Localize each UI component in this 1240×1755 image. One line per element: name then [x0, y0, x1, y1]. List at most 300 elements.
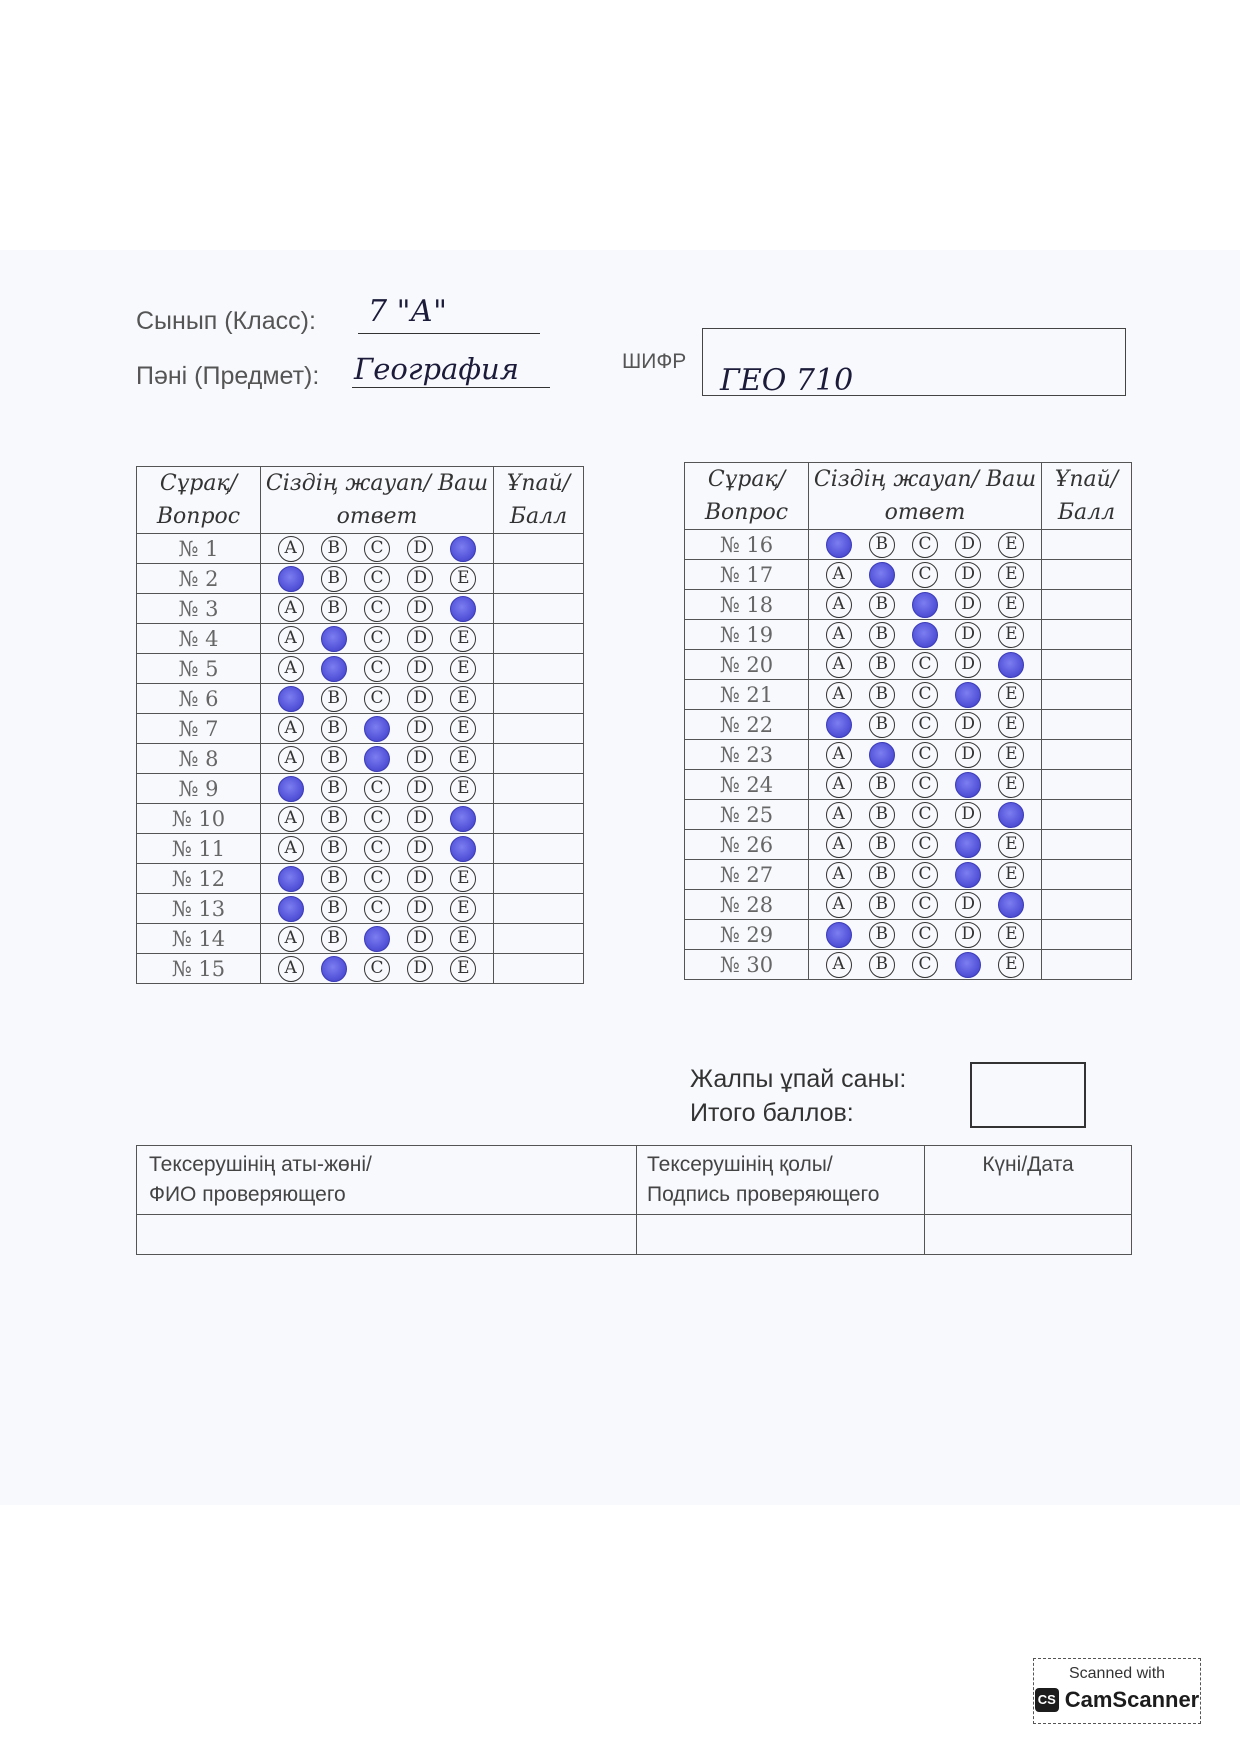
question-number: № 30: [685, 950, 809, 980]
option-bubble-e[interactable]: [450, 596, 476, 622]
answer-options: [261, 924, 494, 954]
score-cell[interactable]: [494, 624, 584, 654]
option-bubble-e[interactable]: E: [450, 896, 476, 922]
score-cell[interactable]: [494, 894, 584, 924]
camscanner-name: CamScanner: [1064, 1687, 1200, 1712]
score-cell[interactable]: [494, 834, 584, 864]
score-cell[interactable]: [494, 864, 584, 894]
option-bubble-b[interactable]: B: [869, 832, 895, 858]
option-bubble-d[interactable]: [955, 772, 981, 798]
answer-options: [809, 680, 1042, 710]
option-bubble-c[interactable]: C: [912, 532, 938, 558]
option-bubble-b[interactable]: B: [869, 532, 895, 558]
checker-signature-field[interactable]: [637, 1215, 925, 1255]
option-bubble-e[interactable]: E: [998, 952, 1024, 978]
option-bubble-a[interactable]: A: [826, 742, 852, 768]
question-row: [137, 714, 584, 744]
answer-options: [261, 894, 494, 924]
score-cell[interactable]: [1042, 740, 1132, 770]
option-bubble-a[interactable]: A: [826, 772, 852, 798]
question-row: [137, 834, 584, 864]
score-cell[interactable]: [1042, 770, 1132, 800]
option-bubble-a[interactable]: [278, 566, 304, 592]
score-cell[interactable]: [1042, 860, 1132, 890]
option-bubble-a[interactable]: A: [826, 622, 852, 648]
option-bubble-d[interactable]: D: [955, 922, 981, 948]
question-number: № 29: [685, 920, 809, 950]
question-row: [685, 830, 1132, 860]
option-bubble-e[interactable]: E: [998, 622, 1024, 648]
option-bubble-c[interactable]: C: [912, 832, 938, 858]
option-bubble-e[interactable]: E: [450, 776, 476, 802]
question-number: № 20: [685, 650, 809, 680]
option-bubble-c[interactable]: C: [364, 806, 390, 832]
question-row: [685, 890, 1132, 920]
question-row: [685, 620, 1132, 650]
question-number: № 13: [137, 894, 261, 924]
score-cell[interactable]: [494, 804, 584, 834]
option-bubble-d[interactable]: D: [407, 596, 433, 622]
question-row: [137, 804, 584, 834]
option-bubble-b[interactable]: B: [321, 776, 347, 802]
option-bubble-b[interactable]: [321, 656, 347, 682]
option-bubble-e[interactable]: E: [450, 566, 476, 592]
option-bubble-c[interactable]: [912, 592, 938, 618]
option-bubble-d[interactable]: D: [955, 532, 981, 558]
option-bubble-c[interactable]: C: [364, 656, 390, 682]
score-cell[interactable]: [494, 594, 584, 624]
answer-options: [809, 740, 1042, 770]
question-row: [685, 710, 1132, 740]
option-bubble-a[interactable]: [826, 532, 852, 558]
option-bubble-b[interactable]: B: [321, 566, 347, 592]
option-bubble-b[interactable]: B: [321, 926, 347, 952]
option-bubble-a[interactable]: A: [826, 652, 852, 678]
option-bubble-b[interactable]: B: [869, 652, 895, 678]
option-bubble-e[interactable]: [450, 836, 476, 862]
answer-options: [261, 804, 494, 834]
option-bubble-c[interactable]: [364, 716, 390, 742]
option-bubble-c[interactable]: C: [912, 802, 938, 828]
option-bubble-d[interactable]: D: [955, 652, 981, 678]
option-bubble-b[interactable]: B: [321, 686, 347, 712]
option-bubble-b[interactable]: B: [321, 536, 347, 562]
answer-options: [261, 624, 494, 654]
answer-options: [809, 830, 1042, 860]
date-header: [925, 1146, 1132, 1215]
answer-options: [261, 714, 494, 744]
score-cell[interactable]: [1042, 920, 1132, 950]
score-header: Ұпай/ Балл: [494, 467, 584, 534]
question-row: [685, 800, 1132, 830]
option-bubble-a[interactable]: A: [826, 592, 852, 618]
score-cell[interactable]: [1042, 710, 1132, 740]
answer-options: [809, 590, 1042, 620]
option-bubble-e[interactable]: E: [998, 682, 1024, 708]
option-bubble-c[interactable]: C: [912, 562, 938, 588]
option-bubble-b[interactable]: B: [321, 746, 347, 772]
question-number: № 9: [137, 774, 261, 804]
question-row: [685, 650, 1132, 680]
question-number: № 27: [685, 860, 809, 890]
answer-options: [809, 620, 1042, 650]
option-bubble-d[interactable]: D: [955, 802, 981, 828]
question-row: [137, 864, 584, 894]
option-bubble-d[interactable]: D: [407, 686, 433, 712]
option-bubble-e[interactable]: [998, 652, 1024, 678]
score-cell[interactable]: [494, 534, 584, 564]
question-row: [685, 860, 1132, 890]
answer-header: Сіздің жауап/ Ваш ответ: [261, 467, 494, 534]
question-row: [137, 654, 584, 684]
question-number: № 3: [137, 594, 261, 624]
answer-options: [261, 774, 494, 804]
option-bubble-e[interactable]: E: [450, 746, 476, 772]
answer-options: [261, 564, 494, 594]
option-bubble-a[interactable]: [826, 712, 852, 738]
subject-value: География: [354, 352, 519, 386]
question-row: [685, 680, 1132, 710]
option-bubble-c[interactable]: C: [364, 686, 390, 712]
score-cell[interactable]: [1042, 890, 1132, 920]
question-number: № 23: [685, 740, 809, 770]
question-number: № 17: [685, 560, 809, 590]
question-header: Сұрақ/ Вопрос: [685, 463, 809, 530]
question-number: № 22: [685, 710, 809, 740]
score-cell[interactable]: [1042, 950, 1132, 980]
answer-options: [261, 654, 494, 684]
option-bubble-a[interactable]: A: [278, 956, 304, 982]
option-bubble-d[interactable]: [955, 832, 981, 858]
question-row: [137, 564, 584, 594]
score-cell[interactable]: [1042, 800, 1132, 830]
option-bubble-d[interactable]: D: [407, 896, 433, 922]
option-bubble-b[interactable]: [321, 956, 347, 982]
option-bubble-b[interactable]: B: [869, 952, 895, 978]
option-bubble-e[interactable]: E: [450, 866, 476, 892]
option-bubble-c[interactable]: C: [912, 772, 938, 798]
cipher-label: ШИФР: [622, 350, 687, 373]
question-header: Сұрақ/ Вопрос: [137, 467, 261, 534]
option-bubble-c[interactable]: [912, 622, 938, 648]
total-score-box[interactable]: [970, 1062, 1086, 1128]
option-bubble-d[interactable]: D: [407, 806, 433, 832]
question-number: № 18: [685, 590, 809, 620]
question-number: № 5: [137, 654, 261, 684]
option-bubble-a[interactable]: A: [278, 806, 304, 832]
option-bubble-b[interactable]: [869, 562, 895, 588]
question-row: [137, 924, 584, 954]
option-bubble-c[interactable]: C: [912, 682, 938, 708]
option-bubble-e[interactable]: [998, 802, 1024, 828]
score-cell[interactable]: [1042, 530, 1132, 560]
option-bubble-e[interactable]: [450, 806, 476, 832]
option-bubble-e[interactable]: E: [450, 956, 476, 982]
checker-name-label: Тексерушінің аты-жөні/ ФИО проверяющего: [149, 1153, 372, 1206]
question-number: № 28: [685, 890, 809, 920]
subject-underline: [352, 387, 550, 388]
option-bubble-c[interactable]: C: [912, 652, 938, 678]
option-bubble-c[interactable]: C: [364, 776, 390, 802]
option-bubble-b[interactable]: [321, 626, 347, 652]
option-bubble-c[interactable]: C: [912, 922, 938, 948]
question-number: № 26: [685, 830, 809, 860]
question-row: [137, 594, 584, 624]
option-bubble-d[interactable]: D: [407, 776, 433, 802]
question-number: № 25: [685, 800, 809, 830]
question-row: [685, 920, 1132, 950]
score-cell[interactable]: [494, 684, 584, 714]
answer-table-left: [136, 466, 584, 984]
option-bubble-b[interactable]: B: [321, 866, 347, 892]
class-label: Сынып (Класс):: [136, 307, 316, 335]
option-bubble-c[interactable]: C: [364, 836, 390, 862]
score-cell[interactable]: [494, 774, 584, 804]
question-number: № 4: [137, 624, 261, 654]
checker-name-field[interactable]: [137, 1215, 637, 1255]
score-cell[interactable]: [494, 744, 584, 774]
option-bubble-a[interactable]: A: [826, 952, 852, 978]
question-number: № 12: [137, 864, 261, 894]
option-bubble-b[interactable]: B: [321, 806, 347, 832]
option-bubble-d[interactable]: [955, 862, 981, 888]
checker-name-header: [137, 1146, 637, 1215]
option-bubble-c[interactable]: C: [912, 712, 938, 738]
option-bubble-e[interactable]: E: [998, 922, 1024, 948]
option-bubble-d[interactable]: D: [955, 562, 981, 588]
option-bubble-d[interactable]: D: [955, 892, 981, 918]
option-bubble-b[interactable]: B: [869, 712, 895, 738]
option-bubble-c[interactable]: C: [364, 536, 390, 562]
option-bubble-d[interactable]: [955, 682, 981, 708]
option-bubble-b[interactable]: B: [321, 896, 347, 922]
question-number: № 14: [137, 924, 261, 954]
question-row: [137, 744, 584, 774]
option-bubble-b[interactable]: B: [869, 592, 895, 618]
option-bubble-c[interactable]: C: [912, 892, 938, 918]
option-bubble-b[interactable]: [869, 742, 895, 768]
option-bubble-a[interactable]: A: [278, 836, 304, 862]
answer-header: Сіздің жауап/ Ваш ответ: [809, 463, 1042, 530]
class-value: 7 "А": [368, 294, 447, 329]
question-row: [685, 530, 1132, 560]
option-bubble-e[interactable]: E: [450, 656, 476, 682]
score-cell[interactable]: [1042, 560, 1132, 590]
option-bubble-d[interactable]: D: [407, 626, 433, 652]
option-bubble-a[interactable]: A: [278, 656, 304, 682]
question-number: № 15: [137, 954, 261, 984]
option-bubble-d[interactable]: [955, 952, 981, 978]
option-bubble-d[interactable]: D: [407, 956, 433, 982]
option-bubble-a[interactable]: A: [278, 746, 304, 772]
date-label: Күні/Дата: [982, 1153, 1074, 1176]
option-bubble-e[interactable]: E: [998, 712, 1024, 738]
checker-signature-header: [637, 1146, 925, 1215]
option-bubble-d[interactable]: D: [407, 746, 433, 772]
question-number: № 2: [137, 564, 261, 594]
answer-options: [261, 954, 494, 984]
option-bubble-c[interactable]: C: [364, 596, 390, 622]
answer-options: [261, 834, 494, 864]
option-bubble-a[interactable]: A: [278, 596, 304, 622]
option-bubble-b[interactable]: B: [869, 802, 895, 828]
stamp-caption: Scanned with: [1068, 1665, 1166, 1682]
option-bubble-c[interactable]: [364, 926, 390, 952]
option-bubble-a[interactable]: [278, 776, 304, 802]
answer-options: [809, 710, 1042, 740]
question-row: [137, 954, 584, 984]
option-bubble-e[interactable]: E: [450, 626, 476, 652]
score-cell[interactable]: [494, 564, 584, 594]
option-bubble-e[interactable]: E: [450, 926, 476, 952]
option-bubble-d[interactable]: D: [407, 536, 433, 562]
question-number: № 11: [137, 834, 261, 864]
date-field[interactable]: [925, 1215, 1132, 1255]
score-header: Ұпай/ Балл: [1042, 463, 1132, 530]
option-bubble-d[interactable]: D: [407, 926, 433, 952]
answer-options: [809, 530, 1042, 560]
question-number: № 21: [685, 680, 809, 710]
option-bubble-c[interactable]: C: [364, 866, 390, 892]
checker-signature-label: Тексерушінің қолы/ Подпись проверяющего: [647, 1153, 880, 1206]
option-bubble-e[interactable]: E: [450, 716, 476, 742]
answer-options: [261, 864, 494, 894]
option-bubble-c[interactable]: C: [364, 956, 390, 982]
score-cell[interactable]: [1042, 650, 1132, 680]
option-bubble-c[interactable]: C: [912, 742, 938, 768]
question-row: [137, 624, 584, 654]
answer-options: [809, 650, 1042, 680]
option-bubble-c[interactable]: C: [364, 626, 390, 652]
question-row: [137, 684, 584, 714]
option-bubble-d[interactable]: D: [955, 712, 981, 738]
option-bubble-c[interactable]: C: [912, 952, 938, 978]
option-bubble-e[interactable]: E: [998, 592, 1024, 618]
answer-options: [261, 744, 494, 774]
answer-options: [261, 684, 494, 714]
question-number: № 7: [137, 714, 261, 744]
option-bubble-b[interactable]: B: [869, 622, 895, 648]
question-number: № 8: [137, 744, 261, 774]
option-bubble-a[interactable]: [278, 896, 304, 922]
camscanner-stamp: [1033, 1658, 1201, 1724]
answer-options: [809, 860, 1042, 890]
option-bubble-b[interactable]: B: [869, 892, 895, 918]
answer-options: [809, 890, 1042, 920]
answer-options: [261, 534, 494, 564]
subject-label: Пәні (Предмет):: [136, 362, 320, 390]
score-cell[interactable]: [494, 954, 584, 984]
option-bubble-d[interactable]: D: [407, 716, 433, 742]
option-bubble-d[interactable]: D: [407, 866, 433, 892]
score-cell[interactable]: [494, 924, 584, 954]
signature-table: [136, 1145, 1132, 1255]
score-cell[interactable]: [1042, 620, 1132, 650]
option-bubble-a[interactable]: A: [278, 536, 304, 562]
option-bubble-e[interactable]: E: [998, 832, 1024, 858]
option-bubble-b[interactable]: B: [869, 682, 895, 708]
answer-options: [809, 920, 1042, 950]
option-bubble-a[interactable]: A: [826, 682, 852, 708]
option-bubble-a[interactable]: [826, 922, 852, 948]
option-bubble-e[interactable]: E: [998, 532, 1024, 558]
option-bubble-d[interactable]: D: [407, 566, 433, 592]
option-bubble-d[interactable]: D: [955, 592, 981, 618]
answer-options: [809, 770, 1042, 800]
option-bubble-c[interactable]: C: [912, 862, 938, 888]
score-cell[interactable]: [494, 714, 584, 744]
option-bubble-e[interactable]: E: [998, 742, 1024, 768]
option-bubble-e[interactable]: E: [998, 862, 1024, 888]
question-row: [685, 740, 1132, 770]
option-bubble-b[interactable]: B: [321, 596, 347, 622]
option-bubble-d[interactable]: D: [955, 742, 981, 768]
question-row: [685, 770, 1132, 800]
option-bubble-a[interactable]: A: [278, 716, 304, 742]
question-number: № 10: [137, 804, 261, 834]
option-bubble-b[interactable]: B: [321, 716, 347, 742]
option-bubble-e[interactable]: E: [998, 562, 1024, 588]
score-cell[interactable]: [494, 654, 584, 684]
question-row: [685, 560, 1132, 590]
option-bubble-a[interactable]: A: [826, 862, 852, 888]
option-bubble-d[interactable]: D: [407, 656, 433, 682]
question-number: № 19: [685, 620, 809, 650]
answer-table-right: [684, 462, 1132, 980]
option-bubble-c[interactable]: [364, 746, 390, 772]
option-bubble-c[interactable]: C: [364, 896, 390, 922]
question-row: [137, 894, 584, 924]
option-bubble-b[interactable]: B: [869, 772, 895, 798]
option-bubble-a[interactable]: A: [826, 832, 852, 858]
option-bubble-e[interactable]: [998, 892, 1024, 918]
question-number: № 1: [137, 534, 261, 564]
option-bubble-a[interactable]: [278, 686, 304, 712]
answer-options: [261, 594, 494, 624]
question-number: № 24: [685, 770, 809, 800]
option-bubble-e[interactable]: E: [998, 772, 1024, 798]
option-bubble-a[interactable]: A: [278, 926, 304, 952]
score-cell[interactable]: [1042, 590, 1132, 620]
total-label-kz: Жалпы ұпай саны:: [690, 1065, 907, 1093]
option-bubble-e[interactable]: E: [450, 686, 476, 712]
question-number: № 6: [137, 684, 261, 714]
cipher-value: ГЕО 710: [720, 363, 854, 398]
option-bubble-a[interactable]: A: [826, 892, 852, 918]
option-bubble-c[interactable]: C: [364, 566, 390, 592]
option-bubble-a[interactable]: A: [826, 562, 852, 588]
question-row: [137, 534, 584, 564]
total-label-ru: Итого баллов:: [690, 1099, 854, 1127]
answer-options: [809, 950, 1042, 980]
question-row: [685, 950, 1132, 980]
question-number: № 16: [685, 530, 809, 560]
question-row: [137, 774, 584, 804]
option-bubble-b[interactable]: B: [869, 922, 895, 948]
score-cell[interactable]: [1042, 830, 1132, 860]
camscanner-logo-icon: CS: [1035, 1688, 1059, 1712]
option-bubble-e[interactable]: [450, 536, 476, 562]
option-bubble-d[interactable]: D: [955, 622, 981, 648]
option-bubble-d[interactable]: D: [407, 836, 433, 862]
option-bubble-a[interactable]: A: [278, 626, 304, 652]
option-bubble-a[interactable]: A: [826, 802, 852, 828]
option-bubble-b[interactable]: B: [869, 862, 895, 888]
option-bubble-b[interactable]: B: [321, 836, 347, 862]
option-bubble-a[interactable]: [278, 866, 304, 892]
question-row: [685, 590, 1132, 620]
score-cell[interactable]: [1042, 680, 1132, 710]
